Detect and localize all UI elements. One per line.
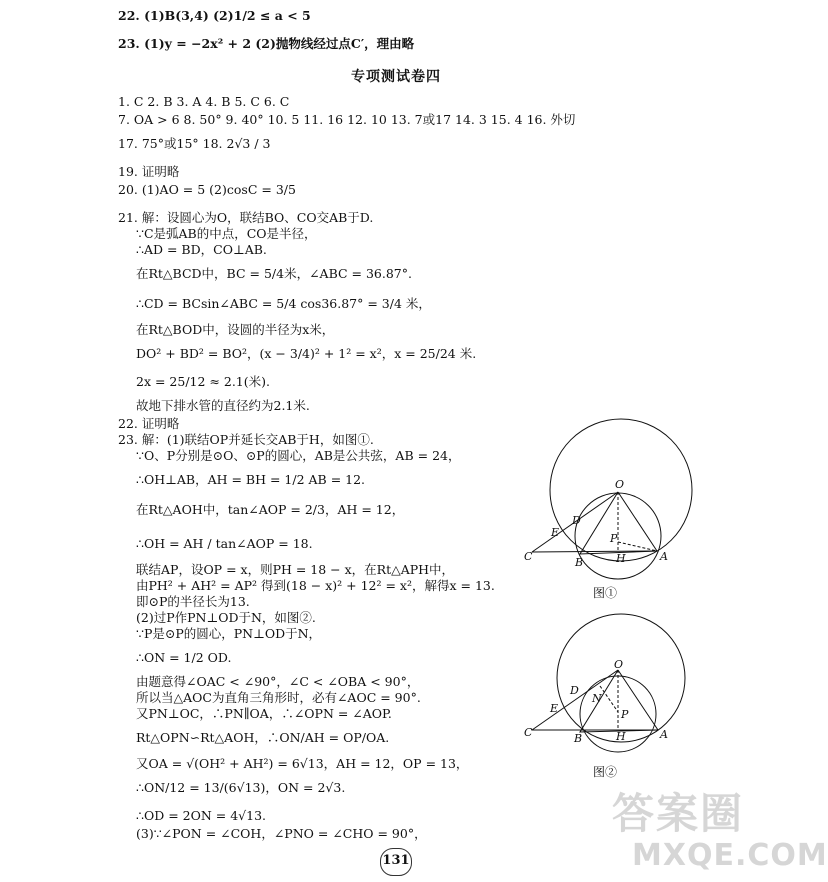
answer-21-line-3: ∴AD = BD，CO⊥AB. xyxy=(136,242,267,257)
section-title: 专项测试卷四 xyxy=(351,69,441,85)
answer-23-line-6: 联结AP，设OP = x，则PH = 18 − x，在Rt△APH中， xyxy=(136,562,455,577)
answer-21-line-9: 故地下排水管的直径约为2.1米. xyxy=(136,398,310,413)
answers-1-6: 1. C 2. B 3. A 4. B 5. C 6. C xyxy=(118,94,290,109)
answer-21-line-7: DO² + BD² = BO²，(x − 3/4)² + 1² = x²，x = 25/24 米. xyxy=(136,346,477,361)
answer-21-line-1: 21. 解：设圆心为O，联结BO、CO交AB于D. xyxy=(118,210,374,225)
fig2-dashed-pn xyxy=(600,686,618,712)
fig1-label-p: P xyxy=(610,532,618,545)
answer-23-line-3: ∴OH⊥AB，AH = BH = 1/2 AB = 12. xyxy=(136,472,366,487)
fig1-label-d: D xyxy=(572,514,581,527)
fig2-label-n: N xyxy=(592,692,602,705)
answers-17-18: 17. 75°或15° 18. 2√3 / 3 xyxy=(118,136,271,151)
fig2-label-h: H xyxy=(616,730,626,743)
page-number: 131 xyxy=(382,853,410,868)
fig1-label-b: B xyxy=(575,556,584,569)
answer-23-line-17: ∴ON/12 = 13/(6√13)，ON = 2√3. xyxy=(136,780,346,795)
answer-23-parts: 23. (1)y = −2x² + 2 (2)抛物线经过点C′，理由略 xyxy=(118,36,415,51)
answer-21-line-8: 2x = 25/12 ≈ 2.1(米). xyxy=(136,374,270,389)
fig2-label-p: P xyxy=(621,708,629,721)
answer-21-line-2: ∵C是弧AB的中点，CO是半径， xyxy=(136,226,317,241)
answer-23-line-9: (2)过P作PN⊥OD于N，如图②. xyxy=(136,610,316,625)
answer-23-line-19: (3)∵∠PON = ∠COH，∠PNO = ∠CHO = 90°， xyxy=(136,826,427,841)
watermark-url: MXQE.COM xyxy=(632,838,828,873)
fig2-label-e: E xyxy=(550,702,559,715)
answer-19: 19. 证明略 xyxy=(118,164,180,179)
answer-23-line-13: 所以当△AOC为直角三角形时，必有∠AOC = 90°. xyxy=(136,690,421,705)
answer-23-line-5: ∴OH = AH / tan∠AOP = 18. xyxy=(136,536,313,551)
fig2-label-d: D xyxy=(570,684,579,697)
fig1-label-c: C xyxy=(524,550,533,563)
fig2-label-c: C xyxy=(524,726,533,739)
fig1-dashed-pa xyxy=(618,542,657,551)
answer-23-line-10: ∵P是⊙P的圆心，PN⊥OD于N， xyxy=(136,626,322,641)
answer-23-line-8: 即⊙P的半径长为13. xyxy=(136,594,250,609)
answer-23-line-2: ∵O、P分别是⊙O、⊙P的圆心，AB是公共弦，AB = 24， xyxy=(136,448,461,463)
answer-23-line-11: ∴ON = 1/2 OD. xyxy=(136,650,232,665)
fig1-small-circle xyxy=(575,493,661,579)
answer-21-line-6: 在Rt△BOD中，设圆的半径为x米， xyxy=(136,322,335,337)
fig2-large-circle xyxy=(557,614,685,742)
answer-22-parts: 22. (1)B(3,4) (2)1/2 ≤ a < 5 xyxy=(118,8,311,23)
fig1-label-h: H xyxy=(616,552,626,565)
fig2-label-b: B xyxy=(574,732,583,745)
figure-1-caption: 图① xyxy=(593,586,618,600)
answer-23-line-12: 由题意得∠OAC < ∠90°，∠C < ∠OBA < 90°， xyxy=(136,674,420,689)
watermark-logo: 答案圈 xyxy=(612,789,745,838)
answer-20: 20. (1)AO = 5 (2)cosC = 3/5 xyxy=(118,182,296,197)
answer-23-line-4: 在Rt△AOH中，tan∠AOP = 2/3，AH = 12， xyxy=(136,502,405,517)
fig2-label-a: A xyxy=(660,728,668,741)
figure-1-diagram xyxy=(520,416,696,594)
fig2-label-o: O xyxy=(614,658,624,671)
fig2-line-co xyxy=(532,670,618,730)
fig1-label-a: A xyxy=(660,550,668,563)
answer-23-line-18: ∴OD = 2ON = 4√13. xyxy=(136,808,266,823)
fig1-label-o: O xyxy=(615,478,625,491)
fig1-label-e: E xyxy=(551,526,560,539)
answer-23-line-14: 又PN⊥OC，∴PN∥OA，∴∠OPN = ∠AOP. xyxy=(136,706,392,721)
answer-23-line-16: 又OA = √(OH² + AH²) = 6√13，AH = 12，OP = 13， xyxy=(136,756,469,771)
answer-21-line-4: 在Rt△BCD中，BC = 5/4米，∠ABC = 36.87°. xyxy=(136,266,412,281)
answer-23-line-15: Rt△OPN∽Rt△AOH，∴ON/AH = OP/OA. xyxy=(136,730,390,745)
figure-2-diagram xyxy=(520,614,696,764)
answer-21-line-5: ∴CD = BCsin∠ABC = 5/4 cos36.87° = 3/4 米， xyxy=(136,296,431,311)
answer-23-line-7: 由PH² + AH² = AP² 得到(18 − x)² + 12² = x²，解得x = 13. xyxy=(136,578,495,593)
answer-23-line-1: 23. 解：(1)联结OP并延长交AB于H，如图①. xyxy=(118,432,374,447)
answers-7-16: 7. OA > 6 8. 50° 9. 40° 10. 5 11. 16 12. 10 13. 7或17 14. 3 15. 4 16. 外切 xyxy=(118,112,576,127)
answer-22: 22. 证明略 xyxy=(118,416,180,431)
figure-2-caption: 图② xyxy=(593,765,618,779)
